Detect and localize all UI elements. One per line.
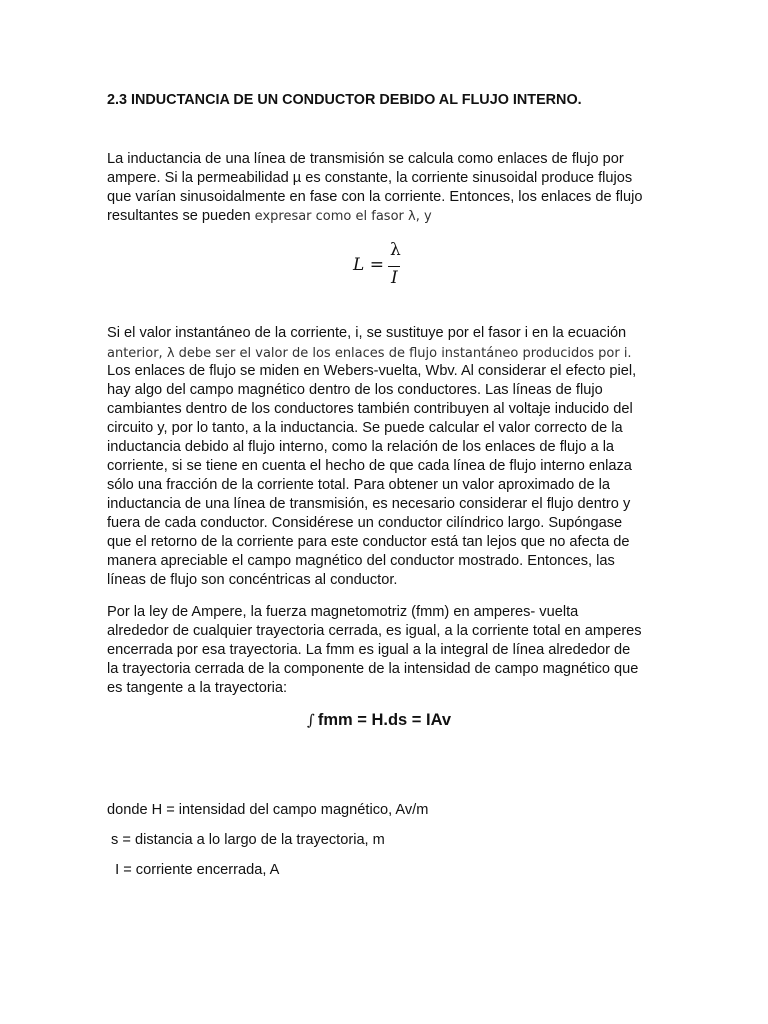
paragraph-line: que el retorno de la corriente para este conductor está tan lejos que no afecta de: [107, 534, 630, 550]
paragraph-line: corriente, si se tiene en cuenta el hecho de que cada línea de flujo interno enlaza: [107, 458, 632, 474]
definition-line: I = corriente encerrada, A: [107, 862, 280, 878]
integral-symbol: ∫: [307, 711, 315, 729]
paragraph-line: ampere. Si la permeabilidad µ es constante, la corriente sinusoidal produce flujos: [107, 170, 633, 186]
definition-line: s = distancia a lo largo de la trayectoria, m: [107, 832, 385, 848]
paragraph-line: circuito y, por lo tanto, a la inductancia. Se puede calcular el valor correcto de la: [107, 420, 623, 436]
paragraph-line: inductancia debido al flujo interno, como la relación de los enlaces de flujo a la: [107, 439, 615, 455]
paragraph-line: la trayectoria cerrada de la componente de la intensidad de campo magnético que: [107, 661, 639, 677]
section-heading: 2.3 INDUCTANCIA DE UN CONDUCTOR DEBIDO AL FLUJO INTERNO.: [107, 92, 582, 108]
fraction-bar: [388, 266, 400, 267]
paragraph-line: fuera de cada conductor. Considérese un conductor cilíndrico largo. Supóngase: [107, 515, 623, 531]
paragraph-line: anterior, λ debe ser el valor de los enlaces de flujo instantáneo producidos por i.: [107, 346, 632, 361]
paragraph-line: [107, 207, 432, 226]
equation-lhs: L =: [353, 255, 384, 275]
paragraph-line: inductancia de una línea de transmisión, es necesario considerar el flujo dentro y: [107, 496, 631, 512]
paragraph-line: sólo una fracción de la corriente total. Para obtener un valor aproximado de la: [107, 477, 610, 493]
paragraph-line: que varían sinusoidalmente en fase con la corriente. Entonces, los enlaces de flujo: [107, 189, 643, 205]
ampere-law-equation: [307, 711, 451, 730]
paragraph-line: encerrada por esa trayectoria. La fmm es igual a la integral de línea alrededor de: [107, 642, 631, 658]
paragraph-line: La inductancia de una línea de transmisión se calcula como enlaces de flujo por: [107, 151, 624, 167]
paragraph-line: alrededor de cualquier trayectoria cerrada, es igual, a la corriente total en amperes: [107, 623, 642, 639]
paragraph-line: Los enlaces de flujo se miden en Webers-vuelta, Wbv. Al considerar el efecto piel,: [107, 363, 637, 379]
paragraph-line: cambiantes dentro de los conductores también contribuyen al voltaje inducido del: [107, 401, 633, 417]
paragraph-line: es tangente a la trayectoria:: [107, 680, 288, 696]
equation-text: fmm = H.ds = IAv: [317, 711, 452, 729]
paragraph-line: Por la ley de Ampere, la fuerza magnetomotriz (fmm) en amperes- vuelta: [107, 604, 579, 620]
paragraph-line: líneas de flujo son concéntricas al conductor.: [107, 572, 398, 588]
equation-denominator: I: [391, 268, 398, 288]
inductance-equation: [353, 240, 413, 290]
equation-numerator: λ: [390, 240, 401, 260]
paragraph-line: Si el valor instantáneo de la corriente, i, se sustituye por el fasor i en la ecuación: [107, 325, 627, 341]
definition-line: donde H = intensidad del campo magnético, Av/m: [107, 802, 429, 818]
paragraph-fragment: expresar como el fasor λ, y: [254, 209, 432, 224]
paragraph-line: manera apreciable el campo magnético del conductor mostrado. Entonces, las: [107, 553, 615, 569]
paragraph-line: hay algo del campo magnético dentro de los conductores. Las líneas de flujo: [107, 382, 603, 398]
paragraph-fragment: resultantes se pueden: [107, 208, 255, 224]
